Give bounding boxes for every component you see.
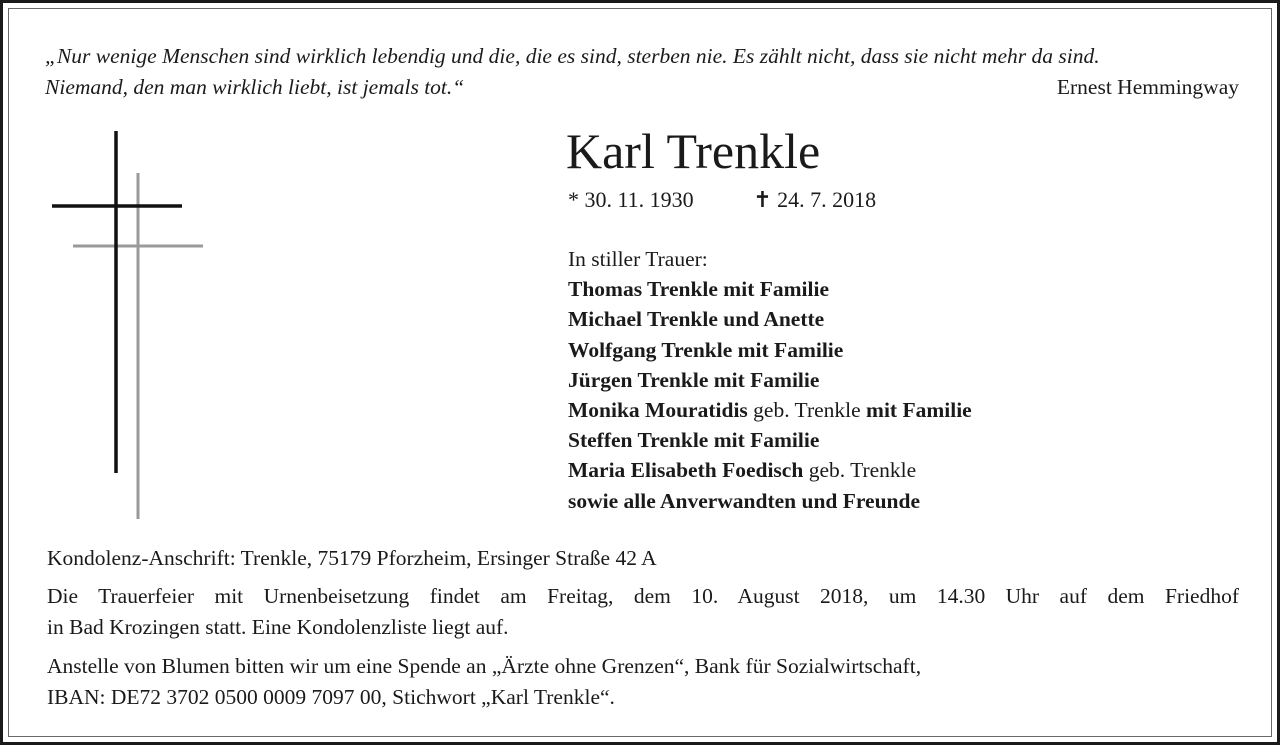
life-dates <box>568 186 876 214</box>
donation-line-1: Anstelle von Blumen bitten wir um eine Spende an „Ärzte ohne Grenzen“, Bank für Sozialwirtschaft, <box>47 654 922 678</box>
condolence-address: Kondolenz-Anschrift: Trenkle, 75179 Pforzheim, Ersinger Straße 42 A <box>47 546 657 570</box>
mourner-item: Maria Elisabeth Foedisch geb. Trenkle <box>568 458 917 483</box>
quote-block <box>45 41 1239 103</box>
quote-line-2: Niemand, den man wirklich liebt, ist jemals tot.“ <box>45 75 465 99</box>
birth-date: * 30. 11. 1930 <box>568 187 694 212</box>
quote-line-1: „Nur wenige Menschen sind wirklich lebendig und die, die es sind, sterben nie. Es zählt nicht, dass sie nicht mehr da sind. <box>45 44 1100 68</box>
mourner-item: Jürgen Trenkle mit Familie <box>568 367 820 392</box>
cross-icon <box>51 131 211 521</box>
ceremony-line-2: in Bad Krozingen statt. Eine Kondolenzliste liegt auf. <box>47 615 509 639</box>
deceased-name: Karl Trenkle <box>566 123 821 179</box>
ceremony-line-1: Die Trauerfeier mit Urnenbeisetzung findet am Freitag, dem 10. August 2018, um 14.30 Uhr auf dem Friedhof <box>47 584 1239 608</box>
death-date: ✝ 24. 7. 2018 <box>753 187 877 212</box>
donation-line-2: IBAN: DE72 3702 0500 0009 7097 00, Stichwort „Karl Trenkle“. <box>47 685 615 709</box>
mourner-item: Michael Trenkle und Anette <box>568 307 825 332</box>
mourner-item: Wolfgang Trenkle mit Familie <box>568 337 844 362</box>
mourner-item: sowie alle Anverwandten und Freunde <box>568 488 920 513</box>
quote-author: Ernest Hemmingway <box>1056 75 1239 99</box>
mourning-intro: In stiller Trauer: <box>568 247 708 271</box>
mourners-list <box>568 244 972 516</box>
mourner-item: Thomas Trenkle mit Familie <box>568 277 829 302</box>
mourner-item: Steffen Trenkle mit Familie <box>568 428 820 453</box>
ceremony-info <box>47 581 1239 643</box>
quote-line-2-row <box>45 72 1239 103</box>
mourner-item: Monika Mouratidis geb. Trenkle mit Familie <box>568 398 972 423</box>
donation-info <box>47 651 1239 713</box>
